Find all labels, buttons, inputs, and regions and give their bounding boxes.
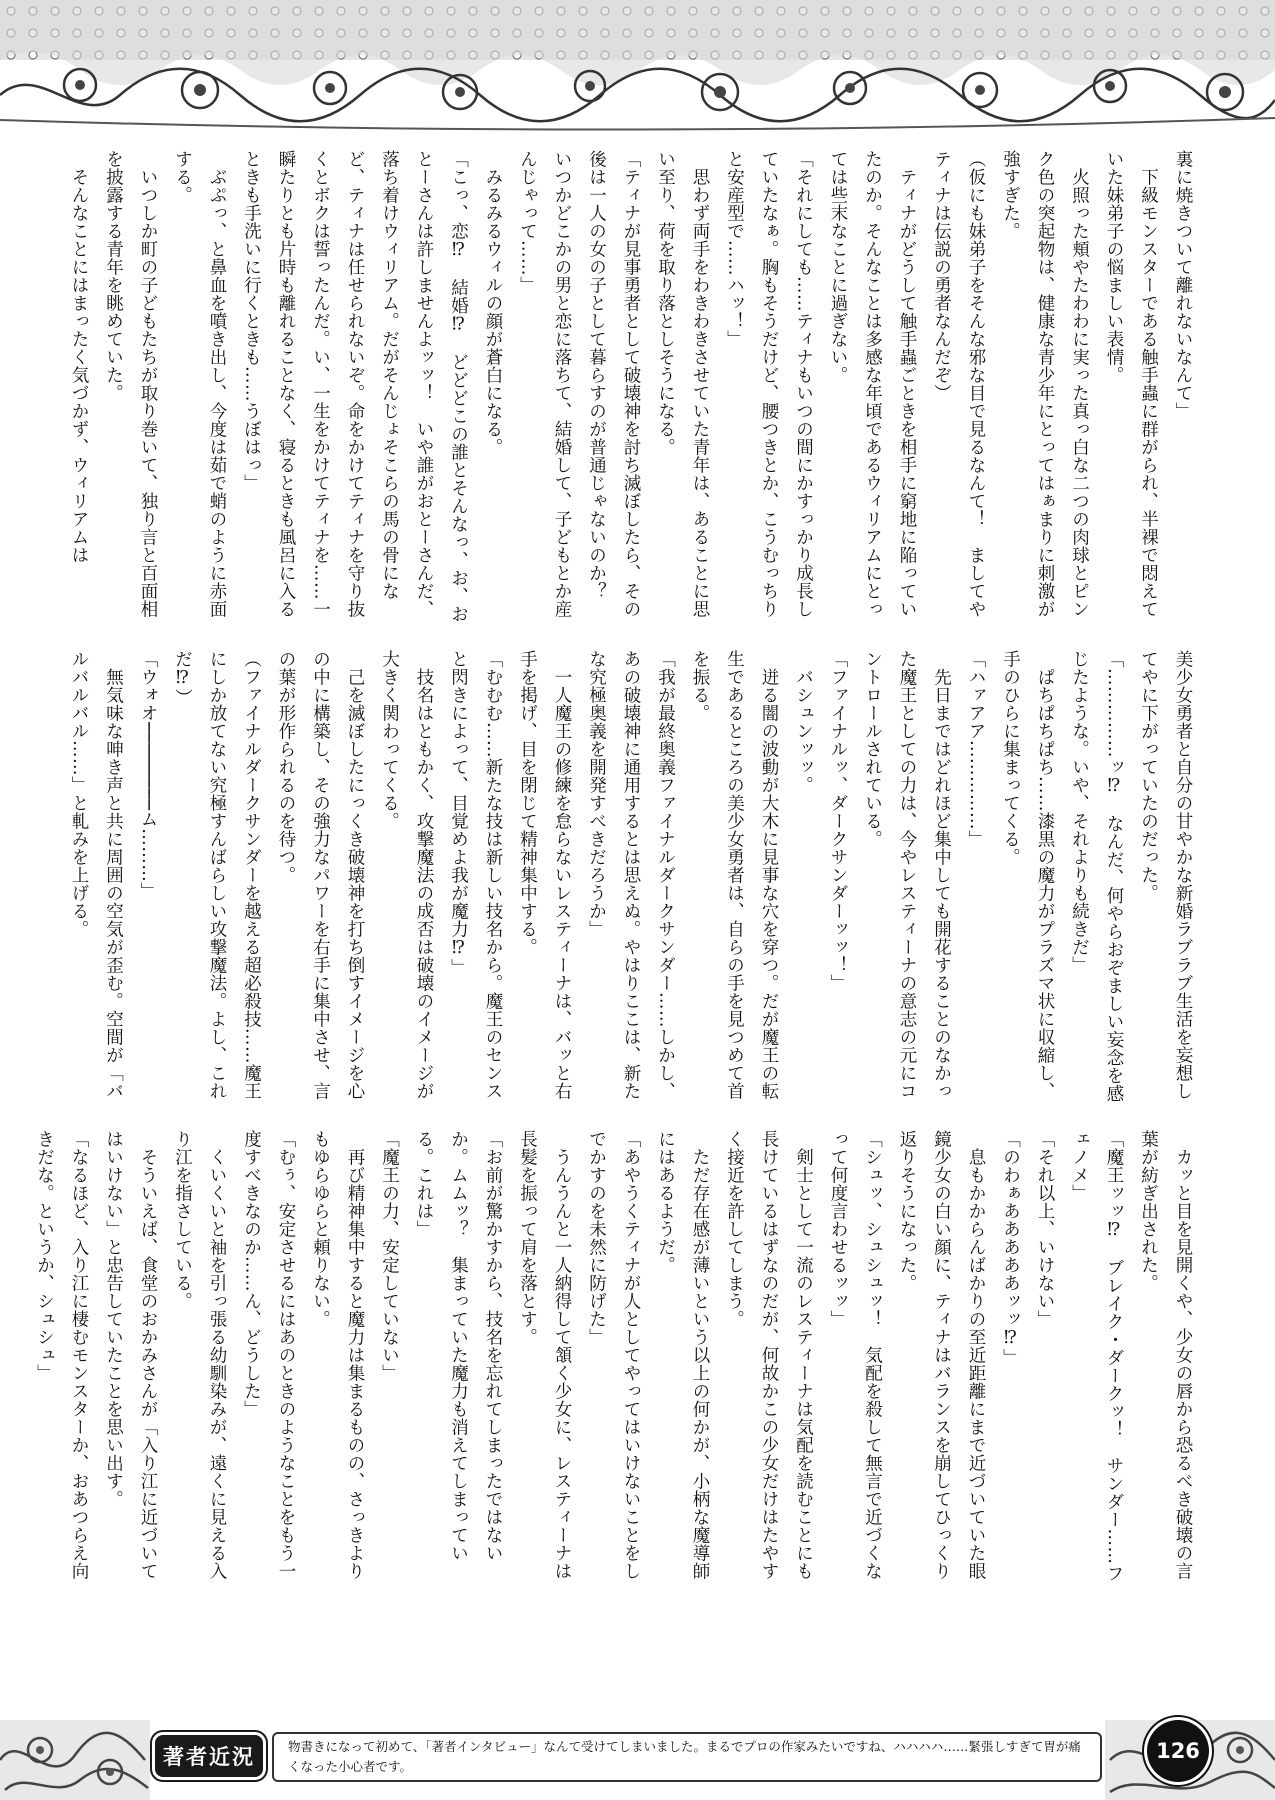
paragraph: 「なるほど、入り江に棲むモンスターか、おあつらえ向きだな。というか、シュシュ」 <box>34 1130 89 1580</box>
paragraph: ぶぷっ、と鼻血を噴き出し、今度は茹で蛸のように赤面する。 <box>172 150 227 618</box>
paragraph: 火照った頬やたわわに実った真っ白な二つの肉球とピンク色の突起物は、健康な青少年にとってはぁまりに刺激が強すぎた。 <box>1000 150 1090 618</box>
author-note-label: 著者近況 <box>155 1735 263 1777</box>
paragraph: 己を滅ぼしたにっくき破壊神を打ち倒すイメージを心の中に構築し、その強力なパワーを右手に集中させ、言の葉が形作られるのを待つ。 <box>276 650 365 1100</box>
paragraph: みるみるウィルの顔が蒼白になる。 <box>483 150 503 456</box>
paragraph: 「ファイナルッ、ダークサンダーッッ！」 <box>828 650 848 992</box>
paragraph: 先日まではどれほど集中しても開花することのなかった魔王としての力は、今やレスティーナの意志の元にコントロールされている。 <box>862 650 952 1100</box>
text-column-2 <box>69 650 1200 1105</box>
paragraph: （ファイナルダークサンダーを越える超必殺技……魔王にしか放てない究極すんばらしい攻撃魔法。よし、これだ⁉） <box>172 650 262 1100</box>
paragraph: カッと目を見開くや、少女の唇から恐るべき破壊の言葉が紡ぎ出された。 <box>1138 1130 1193 1580</box>
paragraph: 「それにしても……ティナもいつの間にかすっかり成長していたなぁ。胸もそうだけど、腰つきとか、こうむっちりと安産型で……ハッ！」 <box>724 150 814 618</box>
top-ornament-border <box>0 0 1275 140</box>
paragraph: 「魔王の力、安定していない」 <box>379 1130 400 1382</box>
author-note-text: 物書きになって初めて、「著者インタビュー」なんて受けてしまいました。まるでプロの作家みたいですね、ハハハハ……緊張しすぎて胃が痛くなった小心者です。 <box>272 1732 1102 1782</box>
paragraph: 息もかからんばかりの至近距離にまで近づいていた眼鏡少女の白い顔に、ティナはバランスを崩してひっくり返りそうになった。 <box>897 1130 986 1580</box>
text-column-1 <box>69 150 1200 625</box>
paragraph: 一人魔王の修練を怠らないレスティーナは、バッと右手を掲げ、目を閉じて精神集中する。 <box>517 650 572 1100</box>
paragraph: 「ウォオ────────ム………」 <box>138 650 158 901</box>
paragraph: 「ティナが見事勇者として破壊神を討ち滅ぼしたら、その後は一人の女の子として暮らすのが普通じゃないのか？ いつかどこかの男と恋に落ちて、結婚して、子どもとか産んじゃって……」 <box>517 150 641 618</box>
paragraph: いつしか町の子どもたちが取り巻いて、独り言と百面相を披露する青年を眺めていた。 <box>103 150 158 618</box>
paragraph: 「お前が驚かすから、技名を忘れてしまったではないか。ムムッ？ 集まっていた魔力も消えてしまっている。これは」 <box>414 1130 503 1562</box>
paragraph: 下級モンスターである触手蟲に群がられ、半裸で悶えていた妹弟子の悩ましい表情。 <box>1104 150 1159 618</box>
paragraph: バシュンッッ。 <box>793 650 814 794</box>
paragraph: 「シュッ、シュシュッ！ 気配を殺して無言で近づくなって何度言わせるッッ」 <box>828 1130 883 1580</box>
paragraph: 再び精神集中すると魔力は集まるものの、さっきよりもゆらゆらと頼りない。 <box>310 1130 365 1580</box>
paragraph: 「我が最終奥義ファイナルダークサンダー……しかし、あの破壊神に通用するとは思えぬ。やはりここは、新たな究極奥義を開発すべきだろうか」 <box>586 650 676 1100</box>
paragraph: （仮にも妹弟子をそんな邪な目で見るなんて！ ましてやティナは伝説の勇者なんだぞ） <box>931 150 986 618</box>
paragraph: 「あやうくティナが人としてやってはいけないことをしでかすのを未然に防げた」 <box>586 1130 641 1580</box>
paragraph: 「むぅ、安定させるにはあのときのようなことをもう一度すべきなのか……ん、どうした」 <box>241 1130 296 1580</box>
paragraph: 無気味な呻き声と共に周囲の空気が歪む。空間が「バルバルバル……」と軋みを上げる。 <box>69 650 124 1100</box>
paragraph: 剣士として一流のレスティーナは気配を読むことにも長けているはずなのだが、何故かこの少女だけはたやすく接近を許してしまう。 <box>724 1130 814 1580</box>
paragraph: 技名はともかく、攻撃魔法の成否は破壊のイメージが大きく関わってくる。 <box>379 650 434 1100</box>
paragraph: 「ハァアア……………」 <box>966 650 986 848</box>
page-number: 126 <box>1147 1720 1209 1782</box>
paragraph: 「むむむ……新たな技は新しい技名から。魔王のセンスと閃きによって、目覚めよ我が魔力⁉」 <box>448 650 503 1100</box>
paragraph: ただ存在感が薄いという以上の何かが、小柄な魔導師にはあるようだ。 <box>655 1130 710 1580</box>
paragraph: 「魔王ッッ⁉ ブレイク・ダークッ！ サンダー……フェノメ」 <box>1069 1130 1124 1583</box>
paragraph: 「……………ッ⁉ なんだ、何やらおぞましい妄念を感じたような。いや、それよりも続きだ」 <box>1069 650 1124 1103</box>
paragraph: 迸る闇の波動が大木に見事な穴を穿つ。だが魔王の転生であるところの美少女勇者は、自らの手を見つめて首を振る。 <box>690 650 779 1100</box>
paragraph: うんうんと一人納得して頷く少女に、レスティーナは長髪を振って肩を落とす。 <box>517 1130 572 1580</box>
paragraph: そんなことにはまったく気づかず、ウィリアムは <box>69 150 89 564</box>
paragraph: ティナがどうして触手蟲ごときを相手に窮地に陥っていたのか。そんなことは多感な年頃であるウィリアムにとっては些末なことに過ぎない。 <box>828 150 917 618</box>
paragraph: 美少女勇者と自分の甘やかな新婚ラブラブ生活を妄想してやに下がっていたのだった。 <box>1138 650 1193 1100</box>
paragraph: くいくいと袖を引っ張る幼馴染みが、遠くに見える入り江を指さしている。 <box>172 1130 227 1580</box>
paragraph: 「こっ、恋⁉ 結婚⁉ どどどこの誰とそんなっ、お、おとーさんは許しませんよッッ！ いや誰がおとーさんだ、落ち着けウィリアム。だがそんじょそこらの馬の骨になど、ティナは任せられないぞ。命をかけてティナを守り抜くとボクは誓ったんだ。い、一生をかけてティナを……一瞬たりとも片時も離れることなく、寝るときも風呂に入るときも手洗いに行くときも……うぼはっ」 <box>241 150 469 623</box>
paragraph: 「のわぁあああああッッ⁉」 <box>1000 1130 1021 1367</box>
text-column-3 <box>34 1130 1200 1590</box>
paragraph: そういえば、食堂のおかみさんが「入り江に近づいてはいけない」と忠告していたことを思い出す。 <box>103 1130 158 1580</box>
paragraph: 「それ以上、いけない」 <box>1035 1130 1055 1328</box>
paragraph: 裏に焼きついて離れないなんて」 <box>1173 150 1193 420</box>
paragraph: 思わず両手をわきわきさせていた青年は、あることに思い至り、荷を取り落としそうになる。 <box>655 150 710 618</box>
paragraph: ぱちぱちぱち……漆黒の魔力がプラズマ状に収縮し、手のひらに集まってくる。 <box>1000 650 1055 1100</box>
